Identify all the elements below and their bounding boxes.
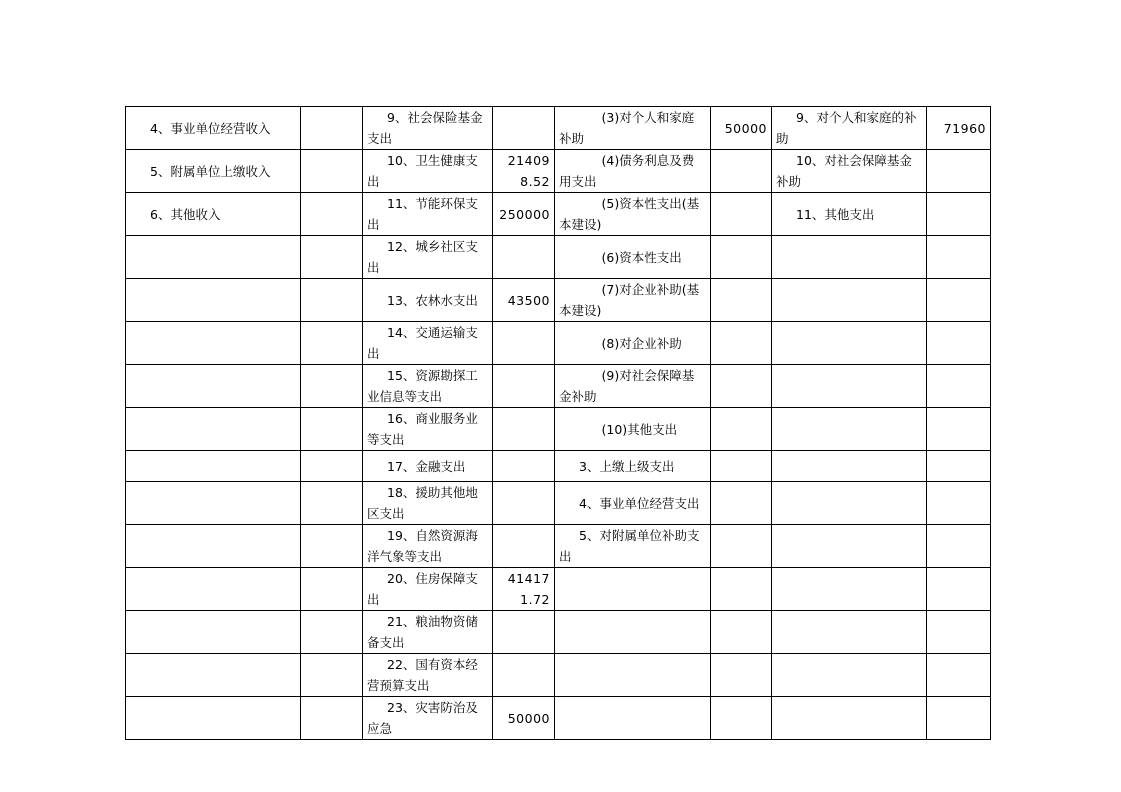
function-amount <box>493 365 555 408</box>
income-amount <box>301 482 363 525</box>
economic-item: 4、事业单位经营支出 <box>555 482 711 525</box>
economic-item: (8)对企业补助 <box>555 322 711 365</box>
function-amount <box>493 611 555 654</box>
function-item: 12、城乡社区支出 <box>363 236 493 279</box>
income-amount <box>301 322 363 365</box>
income-item <box>126 236 301 279</box>
income-item <box>126 322 301 365</box>
economic-item <box>555 654 711 697</box>
table-row <box>126 279 991 322</box>
income-item: 6、其他收入 <box>126 193 301 236</box>
income-item <box>126 451 301 482</box>
function-amount: 414171.72 <box>493 568 555 611</box>
income-amount <box>301 654 363 697</box>
economic2-item <box>772 365 927 408</box>
economic-amount <box>711 568 772 611</box>
income-amount <box>301 150 363 193</box>
function-amount <box>493 482 555 525</box>
income-item <box>126 365 301 408</box>
table-row <box>126 451 991 482</box>
income-item <box>126 611 301 654</box>
function-item: 16、商业服务业等支出 <box>363 408 493 451</box>
income-amount <box>301 193 363 236</box>
budget-table <box>125 106 991 740</box>
economic2-item: 11、其他支出 <box>772 193 927 236</box>
function-item: 10、卫生健康支出 <box>363 150 493 193</box>
income-item <box>126 654 301 697</box>
function-amount <box>493 107 555 150</box>
function-item: 15、资源勘探工业信息等支出 <box>363 365 493 408</box>
income-item <box>126 279 301 322</box>
economic2-amount: 71960 <box>927 107 991 150</box>
function-item: 23、灾害防治及应急 <box>363 697 493 740</box>
table-row <box>126 193 991 236</box>
economic-amount <box>711 525 772 568</box>
economic2-item <box>772 279 927 322</box>
function-amount: 250000 <box>493 193 555 236</box>
table-row <box>126 525 991 568</box>
economic2-amount <box>927 193 991 236</box>
income-item: 4、事业单位经营收入 <box>126 107 301 150</box>
function-amount <box>493 236 555 279</box>
economic-item: (9)对社会保障基金补助 <box>555 365 711 408</box>
economic2-amount <box>927 697 991 740</box>
function-item: 9、社会保险基金支出 <box>363 107 493 150</box>
table-row <box>126 107 991 150</box>
economic-item <box>555 568 711 611</box>
income-item <box>126 408 301 451</box>
economic-item: 5、对附属单位补助支出 <box>555 525 711 568</box>
economic-amount: 50000 <box>711 107 772 150</box>
income-item <box>126 697 301 740</box>
function-item: 18、援助其他地区支出 <box>363 482 493 525</box>
income-amount <box>301 107 363 150</box>
economic-amount <box>711 451 772 482</box>
economic-item: (3)对个人和家庭补助 <box>555 107 711 150</box>
economic2-item: 9、对个人和家庭的补助 <box>772 107 927 150</box>
table-row <box>126 611 991 654</box>
income-amount <box>301 697 363 740</box>
table-row <box>126 236 991 279</box>
function-item: 21、粮油物资储备支出 <box>363 611 493 654</box>
economic2-item <box>772 568 927 611</box>
income-item <box>126 525 301 568</box>
income-amount <box>301 611 363 654</box>
income-amount <box>301 365 363 408</box>
economic-item: 3、上缴上级支出 <box>555 451 711 482</box>
economic2-amount <box>927 568 991 611</box>
economic2-item <box>772 654 927 697</box>
economic2-item <box>772 697 927 740</box>
economic2-item <box>772 451 927 482</box>
function-item: 17、金融支出 <box>363 451 493 482</box>
economic2-item: 10、对社会保障基金补助 <box>772 150 927 193</box>
income-amount <box>301 568 363 611</box>
economic2-amount <box>927 322 991 365</box>
function-item: 11、节能环保支出 <box>363 193 493 236</box>
economic2-amount <box>927 525 991 568</box>
economic2-amount <box>927 408 991 451</box>
economic-amount <box>711 697 772 740</box>
economic-item: (5)资本性支出(基本建设) <box>555 193 711 236</box>
income-amount <box>301 451 363 482</box>
function-item: 20、住房保障支出 <box>363 568 493 611</box>
function-amount: 50000 <box>493 697 555 740</box>
economic-item: (7)对企业补助(基本建设) <box>555 279 711 322</box>
function-amount <box>493 408 555 451</box>
economic-amount <box>711 279 772 322</box>
economic2-amount <box>927 611 991 654</box>
economic-amount <box>711 193 772 236</box>
table-row <box>126 150 991 193</box>
table-row <box>126 408 991 451</box>
economic2-item <box>772 322 927 365</box>
economic2-amount <box>927 654 991 697</box>
economic-amount <box>711 236 772 279</box>
function-amount <box>493 525 555 568</box>
income-item: 5、附属单位上缴收入 <box>126 150 301 193</box>
function-item: 19、自然资源海洋气象等支出 <box>363 525 493 568</box>
income-amount <box>301 525 363 568</box>
economic2-item <box>772 408 927 451</box>
function-item: 22、国有资本经营预算支出 <box>363 654 493 697</box>
income-item <box>126 482 301 525</box>
economic-amount <box>711 408 772 451</box>
table-row <box>126 568 991 611</box>
economic-amount <box>711 654 772 697</box>
economic2-item <box>772 525 927 568</box>
economic-item: (10)其他支出 <box>555 408 711 451</box>
function-item: 14、交通运输支出 <box>363 322 493 365</box>
income-amount <box>301 236 363 279</box>
table-row <box>126 482 991 525</box>
function-amount <box>493 322 555 365</box>
income-amount <box>301 408 363 451</box>
table-row <box>126 365 991 408</box>
function-amount <box>493 654 555 697</box>
economic2-amount <box>927 236 991 279</box>
economic-amount <box>711 322 772 365</box>
economic2-item <box>772 482 927 525</box>
economic-item <box>555 611 711 654</box>
economic-item: (4)债务利息及费用支出 <box>555 150 711 193</box>
economic-amount <box>711 365 772 408</box>
function-item: 13、农林水支出 <box>363 279 493 322</box>
function-amount <box>493 451 555 482</box>
function-amount: 214098.52 <box>493 150 555 193</box>
table-row <box>126 322 991 365</box>
function-amount: 43500 <box>493 279 555 322</box>
economic2-amount <box>927 482 991 525</box>
economic2-amount <box>927 279 991 322</box>
economic2-amount <box>927 150 991 193</box>
economic-amount <box>711 611 772 654</box>
economic-amount <box>711 482 772 525</box>
economic-item: (6)资本性支出 <box>555 236 711 279</box>
economic2-item <box>772 236 927 279</box>
income-item <box>126 568 301 611</box>
economic2-item <box>772 611 927 654</box>
table-row <box>126 697 991 740</box>
economic2-amount <box>927 451 991 482</box>
economic-item <box>555 697 711 740</box>
economic-amount <box>711 150 772 193</box>
income-amount <box>301 279 363 322</box>
table-row <box>126 654 991 697</box>
economic2-amount <box>927 365 991 408</box>
